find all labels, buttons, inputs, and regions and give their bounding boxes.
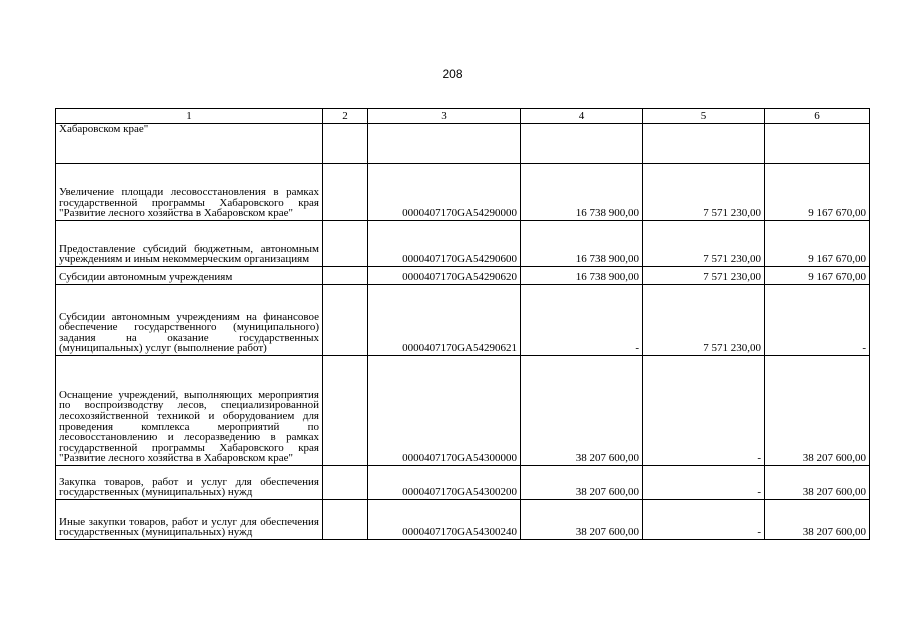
row-code: 0000407170GA54290000 <box>368 164 521 221</box>
row-col2 <box>323 221 368 267</box>
row-value-6: 9 167 670,00 <box>765 164 870 221</box>
column-header: 4 <box>521 109 643 124</box>
column-header: 6 <box>765 109 870 124</box>
row-code: 0000407170GA54300000 <box>368 356 521 466</box>
budget-table <box>55 108 870 540</box>
row-name: Субсидии автономным учреждениям на финансовое обеспечение государственного (муниципального) задания на оказание государственных (муниципальных) услуг (выполнение работ) <box>56 285 323 356</box>
row-value-4: - <box>521 285 643 356</box>
table-row <box>56 164 870 221</box>
row-value-4 <box>521 124 643 164</box>
row-col2 <box>323 267 368 285</box>
row-value-6: 38 207 600,00 <box>765 500 870 540</box>
row-value-4: 16 738 900,00 <box>521 267 643 285</box>
row-value-5: 7 571 230,00 <box>643 285 765 356</box>
row-col2 <box>323 466 368 500</box>
row-value-6: 9 167 670,00 <box>765 267 870 285</box>
table-row <box>56 285 870 356</box>
row-value-5 <box>643 124 765 164</box>
table-row <box>56 466 870 500</box>
row-name: Хабаровском крае" <box>56 124 323 164</box>
column-header: 1 <box>56 109 323 124</box>
row-value-5: - <box>643 466 765 500</box>
row-value-5: 7 571 230,00 <box>643 267 765 285</box>
row-value-4: 38 207 600,00 <box>521 500 643 540</box>
row-value-6: 38 207 600,00 <box>765 466 870 500</box>
row-value-4: 16 738 900,00 <box>521 221 643 267</box>
row-value-6: 9 167 670,00 <box>765 221 870 267</box>
row-name: Увеличение площади лесовосстановления в рамках государственной программы Хабаровского края "Развитие лесного хозяйства в Хабаровском крае" <box>56 164 323 221</box>
row-col2 <box>323 124 368 164</box>
row-col2 <box>323 164 368 221</box>
row-value-5: 7 571 230,00 <box>643 221 765 267</box>
table-header-row <box>56 109 870 124</box>
row-value-5: 7 571 230,00 <box>643 164 765 221</box>
row-col2 <box>323 500 368 540</box>
table-row <box>56 356 870 466</box>
row-name: Субсидии автономным учреждениям <box>56 267 323 285</box>
row-code: 0000407170GA54300200 <box>368 466 521 500</box>
row-value-6: - <box>765 285 870 356</box>
table-row <box>56 267 870 285</box>
row-name: Закупка товаров, работ и услуг для обеспечения государственных (муниципальных) нужд <box>56 466 323 500</box>
row-code: 0000407170GA54290621 <box>368 285 521 356</box>
row-name: Иные закупки товаров, работ и услуг для обеспечения государственных (муниципальных) нужд <box>56 500 323 540</box>
row-name: Оснащение учреждений, выполняющих мероприятия по воспроизводству лесов, специализированной лесохозяйственной техникой и оборудованием для проведения комплекса мероприятий по лесовосстановлению и лесоразведению в рамках государственной программы Хабаровского края "Развитие лесного хозяйства в Хабаровском крае" <box>56 356 323 466</box>
column-header: 5 <box>643 109 765 124</box>
column-header: 2 <box>323 109 368 124</box>
row-code: 0000407170GA54300240 <box>368 500 521 540</box>
row-col2 <box>323 285 368 356</box>
row-col2 <box>323 356 368 466</box>
row-value-5: - <box>643 500 765 540</box>
table-row <box>56 124 870 164</box>
row-value-6 <box>765 124 870 164</box>
column-header: 3 <box>368 109 521 124</box>
row-value-6: 38 207 600,00 <box>765 356 870 466</box>
row-value-4: 16 738 900,00 <box>521 164 643 221</box>
row-code: 0000407170GA54290600 <box>368 221 521 267</box>
row-code <box>368 124 521 164</box>
row-value-5: - <box>643 356 765 466</box>
page-number: 208 <box>442 67 463 81</box>
table-row <box>56 221 870 267</box>
table-row <box>56 500 870 540</box>
row-value-4: 38 207 600,00 <box>521 466 643 500</box>
row-value-4: 38 207 600,00 <box>521 356 643 466</box>
row-code: 0000407170GA54290620 <box>368 267 521 285</box>
row-name: Предоставление субсидий бюджетным, автономным учреждениям и иным некоммерческим организациям <box>56 221 323 267</box>
